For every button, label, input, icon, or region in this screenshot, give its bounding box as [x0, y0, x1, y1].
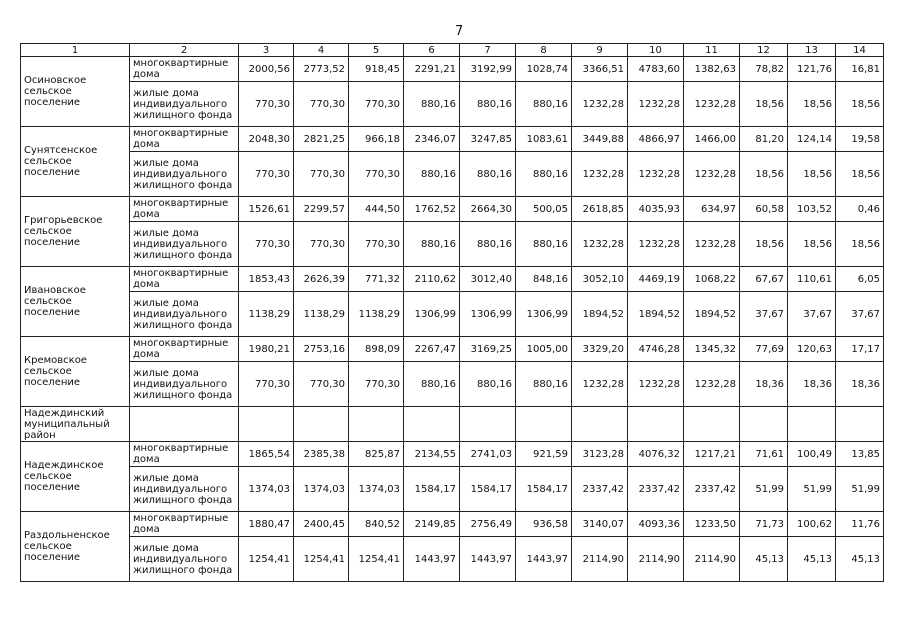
value-cell: 840,52 [349, 512, 404, 537]
value-cell [788, 407, 836, 442]
column-header: 14 [836, 44, 884, 57]
value-cell: 1232,28 [628, 152, 684, 197]
table-row [21, 442, 884, 467]
value-cell: 18,56 [836, 152, 884, 197]
value-cell: 2000,56 [239, 57, 294, 82]
value-cell: 1374,03 [239, 467, 294, 512]
column-header: 8 [516, 44, 572, 57]
value-cell: 2134,55 [404, 442, 460, 467]
value-cell: 4035,93 [628, 197, 684, 222]
region-cell: Раздольненское сельское поселение [21, 512, 130, 582]
value-cell: 1880,47 [239, 512, 294, 537]
value-cell: 51,99 [740, 467, 788, 512]
value-cell: 1254,41 [349, 537, 404, 582]
value-cell: 2114,90 [628, 537, 684, 582]
value-cell: 1345,32 [684, 337, 740, 362]
value-cell: 3449,88 [572, 127, 628, 152]
value-cell: 1762,52 [404, 197, 460, 222]
value-cell: 1306,99 [516, 292, 572, 337]
value-cell: 2114,90 [572, 537, 628, 582]
table-row [21, 362, 884, 407]
value-cell: 3329,20 [572, 337, 628, 362]
column-header: 13 [788, 44, 836, 57]
value-cell: 1232,28 [572, 222, 628, 267]
value-cell: 18,56 [788, 82, 836, 127]
column-header: 4 [294, 44, 349, 57]
value-cell: 1894,52 [572, 292, 628, 337]
value-cell: 45,13 [788, 537, 836, 582]
value-cell: 1254,41 [239, 537, 294, 582]
value-cell: 1443,97 [516, 537, 572, 582]
value-cell: 1980,21 [239, 337, 294, 362]
value-cell: 19,58 [836, 127, 884, 152]
housing-type-cell: жилые дома индивидуального жилищного фонда [130, 537, 239, 582]
value-cell: 71,73 [740, 512, 788, 537]
housing-type-cell: многоквартирные дома [130, 442, 239, 467]
value-cell: 2337,42 [572, 467, 628, 512]
value-cell: 771,32 [349, 267, 404, 292]
value-cell: 2821,25 [294, 127, 349, 152]
housing-type-cell: многоквартирные дома [130, 127, 239, 152]
value-cell: 966,18 [349, 127, 404, 152]
value-cell: 37,67 [836, 292, 884, 337]
value-cell: 2756,49 [460, 512, 516, 537]
value-cell: 11,76 [836, 512, 884, 537]
value-cell: 18,36 [740, 362, 788, 407]
value-cell: 16,81 [836, 57, 884, 82]
value-cell: 110,61 [788, 267, 836, 292]
value-cell: 1138,29 [349, 292, 404, 337]
column-header: 12 [740, 44, 788, 57]
table-row [21, 127, 884, 152]
value-cell: 2664,30 [460, 197, 516, 222]
value-cell: 880,16 [404, 222, 460, 267]
value-cell: 880,16 [516, 152, 572, 197]
value-cell: 1232,28 [628, 362, 684, 407]
housing-type-cell: жилые дома индивидуального жилищного фонда [130, 222, 239, 267]
value-cell [740, 407, 788, 442]
housing-type-cell: жилые дома индивидуального жилищного фонда [130, 467, 239, 512]
value-cell: 1138,29 [294, 292, 349, 337]
value-cell: 770,30 [349, 152, 404, 197]
value-cell: 2299,57 [294, 197, 349, 222]
value-cell: 17,17 [836, 337, 884, 362]
housing-type-cell: многоквартирные дома [130, 512, 239, 537]
column-header: 3 [239, 44, 294, 57]
page-number: 7 [455, 24, 464, 39]
value-cell: 6,05 [836, 267, 884, 292]
value-cell: 880,16 [404, 152, 460, 197]
value-cell: 1853,43 [239, 267, 294, 292]
value-cell: 898,09 [349, 337, 404, 362]
value-cell: 918,45 [349, 57, 404, 82]
value-cell: 2385,38 [294, 442, 349, 467]
value-cell: 770,30 [349, 82, 404, 127]
value-cell: 1443,97 [404, 537, 460, 582]
value-cell: 1584,17 [516, 467, 572, 512]
region-cell: Григорьевское сельское поселение [21, 197, 130, 267]
table-row [21, 57, 884, 82]
value-cell: 2110,62 [404, 267, 460, 292]
value-cell: 880,16 [460, 222, 516, 267]
value-cell: 1232,28 [628, 222, 684, 267]
value-cell: 0,46 [836, 197, 884, 222]
value-cell: 1232,28 [572, 152, 628, 197]
value-cell: 1028,74 [516, 57, 572, 82]
value-cell: 1232,28 [572, 362, 628, 407]
value-cell: 770,30 [294, 82, 349, 127]
value-cell: 1232,28 [684, 82, 740, 127]
value-cell [239, 407, 294, 442]
region-cell: Осиновское сельское поселение [21, 57, 130, 127]
value-cell: 18,36 [788, 362, 836, 407]
value-cell: 1374,03 [349, 467, 404, 512]
value-cell [460, 407, 516, 442]
housing-type-cell: жилые дома индивидуального жилищного фонда [130, 362, 239, 407]
value-cell: 770,30 [294, 362, 349, 407]
value-cell: 1894,52 [628, 292, 684, 337]
value-cell [684, 407, 740, 442]
value-cell: 77,69 [740, 337, 788, 362]
value-cell: 13,85 [836, 442, 884, 467]
value-cell: 3140,07 [572, 512, 628, 537]
value-cell: 1068,22 [684, 267, 740, 292]
table-row [21, 222, 884, 267]
value-cell: 18,56 [788, 222, 836, 267]
value-cell: 2114,90 [684, 537, 740, 582]
value-cell [516, 407, 572, 442]
value-cell: 2773,52 [294, 57, 349, 82]
value-cell: 18,56 [836, 222, 884, 267]
value-cell: 1865,54 [239, 442, 294, 467]
value-cell: 2753,16 [294, 337, 349, 362]
value-cell [628, 407, 684, 442]
housing-type-cell: многоквартирные дома [130, 337, 239, 362]
value-cell: 3366,51 [572, 57, 628, 82]
value-cell: 1894,52 [684, 292, 740, 337]
value-cell: 770,30 [294, 152, 349, 197]
column-header: 9 [572, 44, 628, 57]
value-cell: 1232,28 [684, 152, 740, 197]
value-cell: 2400,45 [294, 512, 349, 537]
value-cell: 1584,17 [460, 467, 516, 512]
value-cell: 880,16 [404, 362, 460, 407]
column-header: 1 [21, 44, 130, 57]
table-row [21, 197, 884, 222]
value-cell: 4469,19 [628, 267, 684, 292]
value-cell: 67,67 [740, 267, 788, 292]
tariff-table [20, 43, 884, 582]
value-cell: 1232,28 [628, 82, 684, 127]
value-cell: 1254,41 [294, 537, 349, 582]
value-cell: 37,67 [788, 292, 836, 337]
value-cell: 1306,99 [404, 292, 460, 337]
value-cell: 120,63 [788, 337, 836, 362]
value-cell [404, 407, 460, 442]
housing-type-cell: многоквартирные дома [130, 267, 239, 292]
housing-type-cell: жилые дома индивидуального жилищного фонда [130, 82, 239, 127]
value-cell: 2048,30 [239, 127, 294, 152]
value-cell: 2291,21 [404, 57, 460, 82]
housing-type-cell [130, 407, 239, 442]
value-cell: 1138,29 [239, 292, 294, 337]
value-cell: 2618,85 [572, 197, 628, 222]
table-row [21, 292, 884, 337]
value-cell: 880,16 [460, 82, 516, 127]
value-cell: 1382,63 [684, 57, 740, 82]
value-cell: 3012,40 [460, 267, 516, 292]
value-cell: 770,30 [239, 362, 294, 407]
value-cell: 121,76 [788, 57, 836, 82]
value-cell: 1584,17 [404, 467, 460, 512]
value-cell: 2346,07 [404, 127, 460, 152]
housing-type-cell: жилые дома индивидуального жилищного фонда [130, 292, 239, 337]
value-cell: 1306,99 [460, 292, 516, 337]
value-cell: 45,13 [836, 537, 884, 582]
value-cell: 2626,39 [294, 267, 349, 292]
value-cell: 1466,00 [684, 127, 740, 152]
value-cell: 18,56 [740, 152, 788, 197]
value-cell: 78,82 [740, 57, 788, 82]
value-cell: 500,05 [516, 197, 572, 222]
table-row [21, 337, 884, 362]
value-cell: 634,97 [684, 197, 740, 222]
value-cell [572, 407, 628, 442]
column-header: 6 [404, 44, 460, 57]
value-cell: 2741,03 [460, 442, 516, 467]
value-cell: 2267,47 [404, 337, 460, 362]
value-cell: 1005,00 [516, 337, 572, 362]
value-cell: 1233,50 [684, 512, 740, 537]
value-cell: 770,30 [239, 152, 294, 197]
column-header: 2 [130, 44, 239, 57]
value-cell: 1232,28 [684, 222, 740, 267]
value-cell: 2337,42 [684, 467, 740, 512]
value-cell: 770,30 [349, 222, 404, 267]
value-cell [836, 407, 884, 442]
region-cell: Кремовское сельское поселение [21, 337, 130, 407]
value-cell: 1232,28 [684, 362, 740, 407]
housing-type-cell: многоквартирные дома [130, 57, 239, 82]
value-cell: 4866,97 [628, 127, 684, 152]
region-cell: Надеждинский муниципальный район [21, 407, 130, 442]
table-body [21, 57, 884, 582]
value-cell: 124,14 [788, 127, 836, 152]
column-header: 10 [628, 44, 684, 57]
value-cell: 770,30 [239, 82, 294, 127]
value-cell: 770,30 [239, 222, 294, 267]
value-cell: 100,49 [788, 442, 836, 467]
table-row [21, 512, 884, 537]
value-cell: 1217,21 [684, 442, 740, 467]
value-cell: 880,16 [404, 82, 460, 127]
value-cell: 2149,85 [404, 512, 460, 537]
value-cell: 3123,28 [572, 442, 628, 467]
value-cell: 825,87 [349, 442, 404, 467]
value-cell: 848,16 [516, 267, 572, 292]
value-cell [349, 407, 404, 442]
value-cell: 936,58 [516, 512, 572, 537]
value-cell: 18,56 [788, 152, 836, 197]
value-cell: 100,62 [788, 512, 836, 537]
value-cell: 880,16 [460, 152, 516, 197]
value-cell: 18,56 [740, 222, 788, 267]
value-cell: 51,99 [836, 467, 884, 512]
region-cell: Надеждинское сельское поселение [21, 442, 130, 512]
value-cell: 1374,03 [294, 467, 349, 512]
value-cell: 1232,28 [572, 82, 628, 127]
column-header: 11 [684, 44, 740, 57]
value-cell: 921,59 [516, 442, 572, 467]
value-cell: 880,16 [516, 222, 572, 267]
table-row [21, 537, 884, 582]
table-row [21, 407, 884, 442]
region-cell: Ивановское сельское поселение [21, 267, 130, 337]
value-cell: 71,61 [740, 442, 788, 467]
housing-type-cell: многоквартирные дома [130, 197, 239, 222]
value-cell: 1083,61 [516, 127, 572, 152]
region-cell: Сунятсенское сельское поселение [21, 127, 130, 197]
value-cell: 60,58 [740, 197, 788, 222]
value-cell: 770,30 [294, 222, 349, 267]
value-cell: 4093,36 [628, 512, 684, 537]
value-cell: 880,16 [516, 362, 572, 407]
value-cell: 444,50 [349, 197, 404, 222]
table-row [21, 467, 884, 512]
value-cell: 3052,10 [572, 267, 628, 292]
table-row [21, 82, 884, 127]
value-cell: 37,67 [740, 292, 788, 337]
value-cell: 880,16 [516, 82, 572, 127]
value-cell: 4076,32 [628, 442, 684, 467]
value-cell: 1443,97 [460, 537, 516, 582]
value-cell: 3169,25 [460, 337, 516, 362]
value-cell: 2337,42 [628, 467, 684, 512]
value-cell: 51,99 [788, 467, 836, 512]
value-cell: 4783,60 [628, 57, 684, 82]
value-cell: 18,56 [740, 82, 788, 127]
value-cell: 4746,28 [628, 337, 684, 362]
value-cell: 18,56 [836, 82, 884, 127]
value-cell: 770,30 [349, 362, 404, 407]
table-row [21, 152, 884, 197]
header-row [21, 44, 884, 57]
value-cell: 81,20 [740, 127, 788, 152]
value-cell: 103,52 [788, 197, 836, 222]
value-cell: 880,16 [460, 362, 516, 407]
value-cell: 3247,85 [460, 127, 516, 152]
value-cell: 18,36 [836, 362, 884, 407]
column-header: 5 [349, 44, 404, 57]
value-cell: 1526,61 [239, 197, 294, 222]
value-cell: 45,13 [740, 537, 788, 582]
housing-type-cell: жилые дома индивидуального жилищного фонда [130, 152, 239, 197]
value-cell [294, 407, 349, 442]
table-row [21, 267, 884, 292]
value-cell: 3192,99 [460, 57, 516, 82]
column-header: 7 [460, 44, 516, 57]
